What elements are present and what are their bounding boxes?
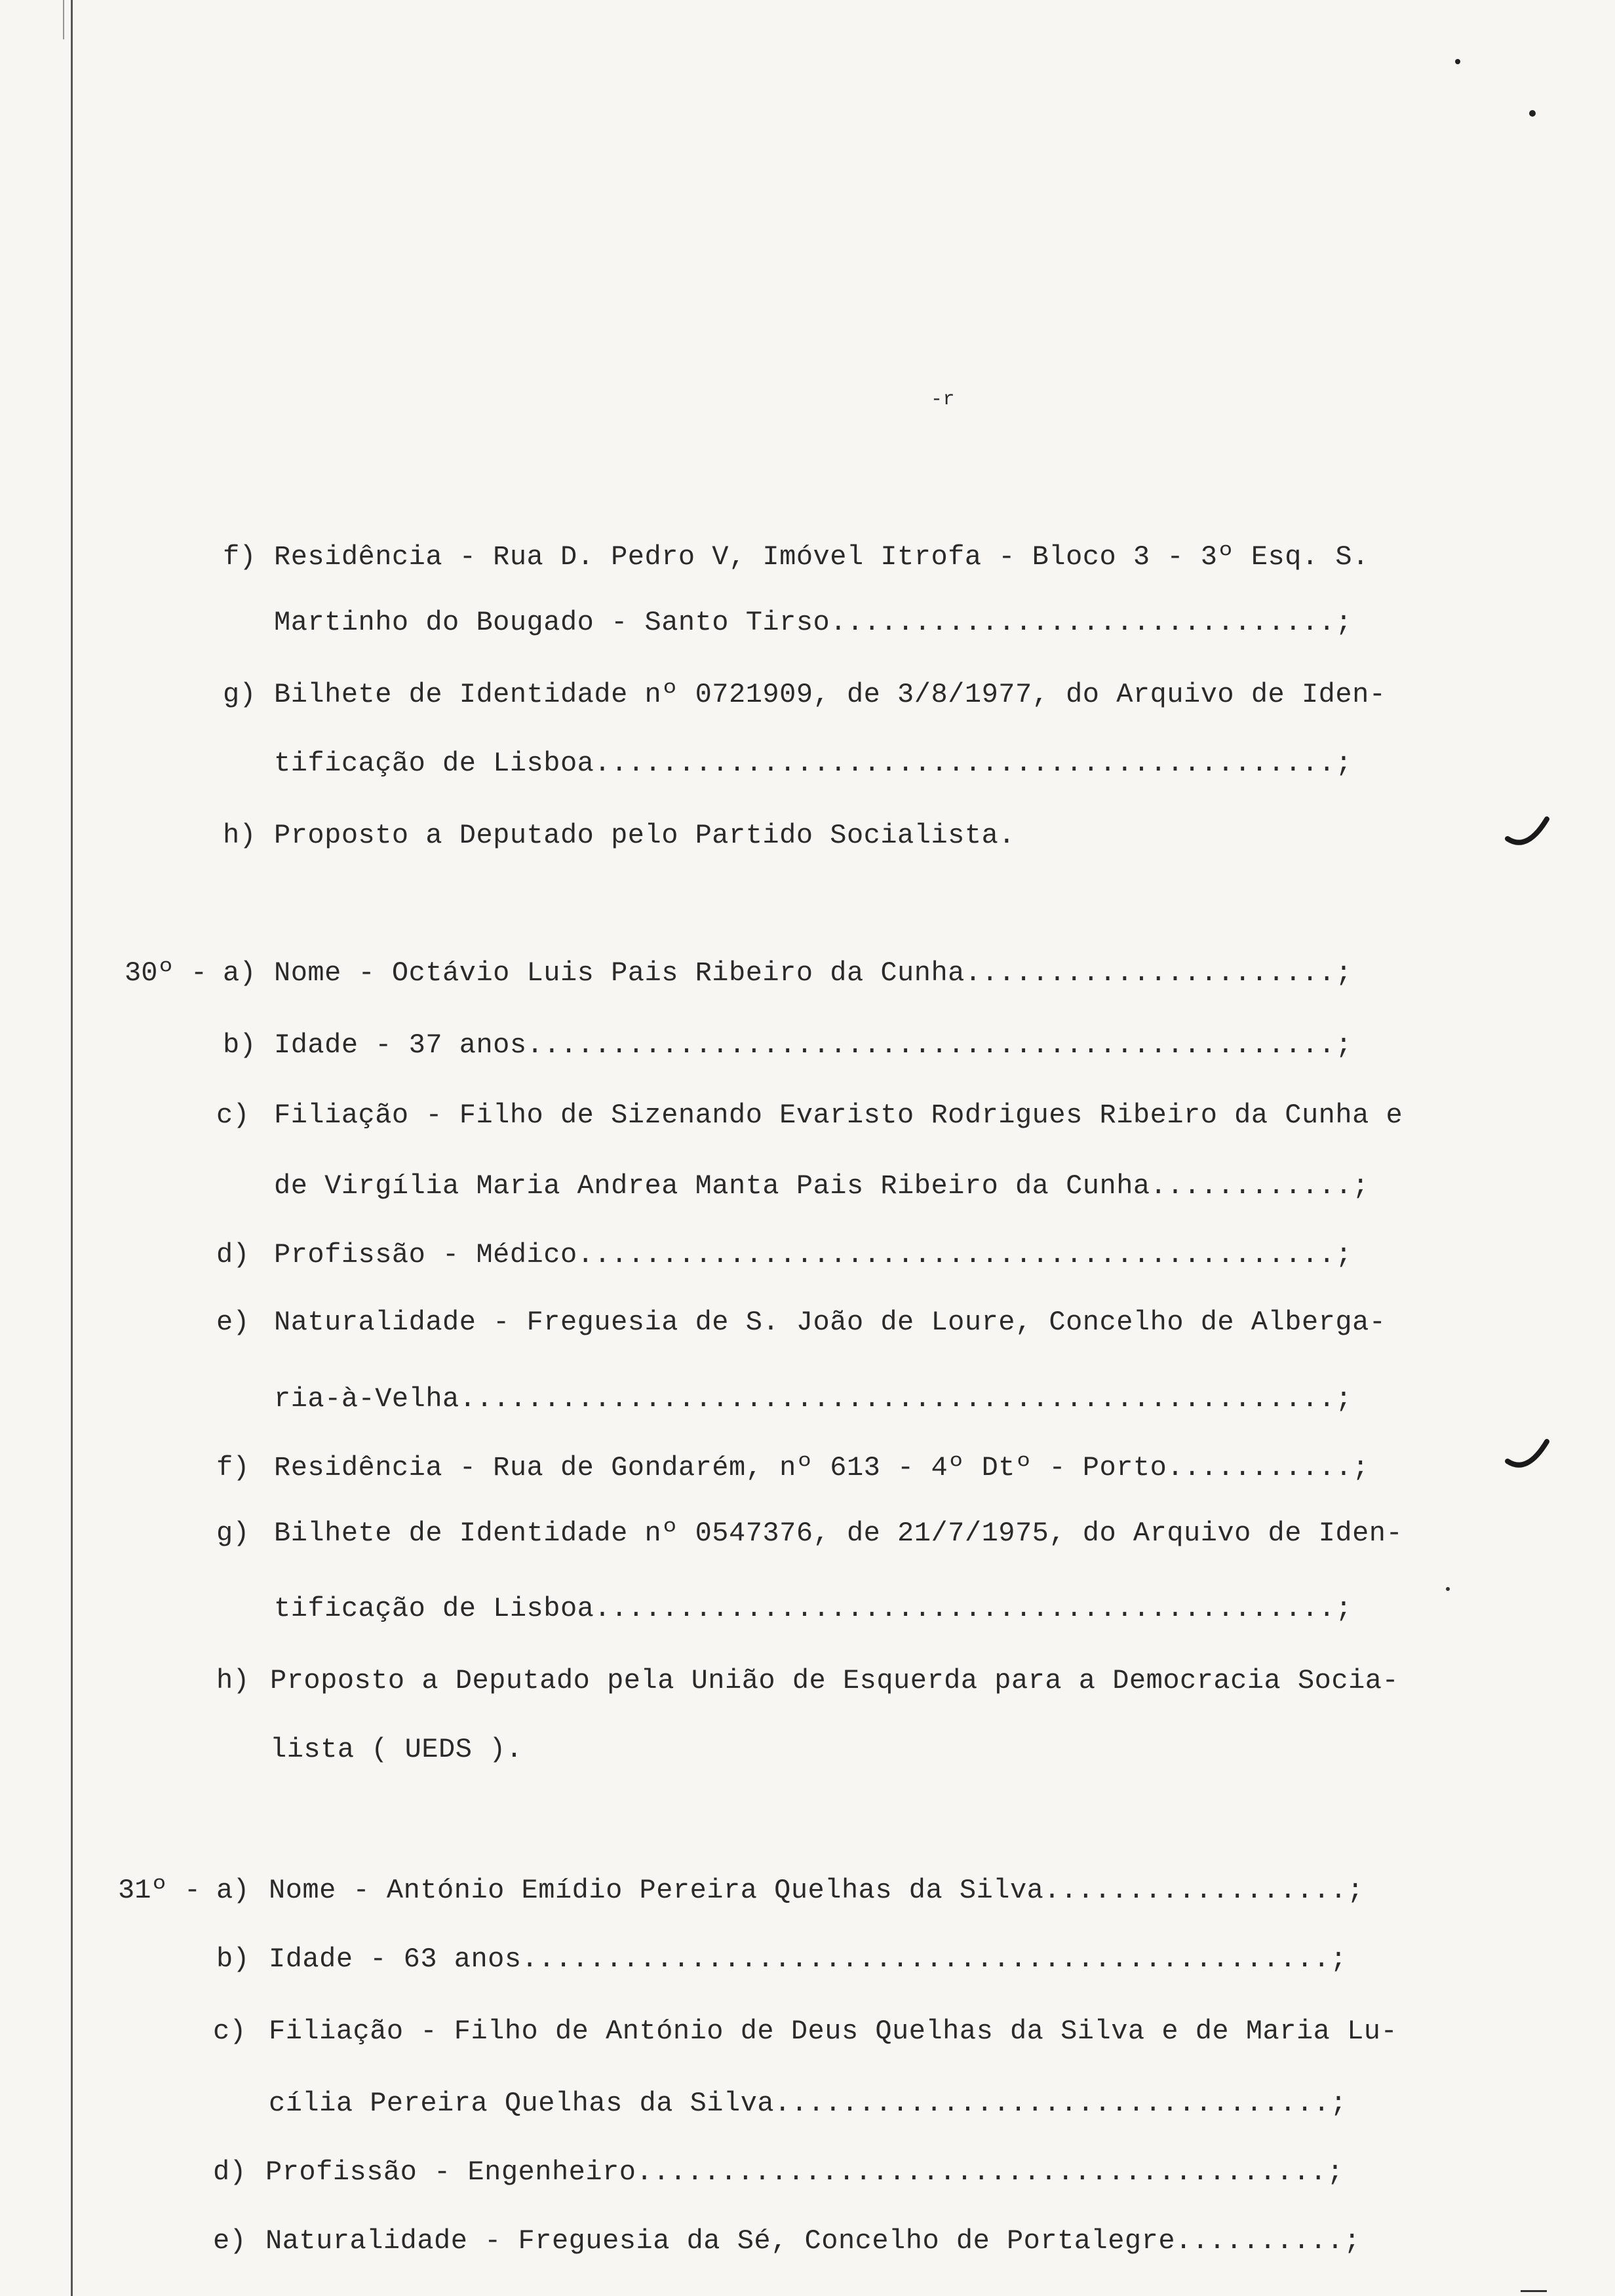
item-label: d) xyxy=(213,2156,246,2188)
item-line: ria-à-Velha....................................................; xyxy=(274,1383,1353,1415)
item-line: tificação de Lisboa............................................; xyxy=(274,1593,1353,1624)
item-line: Bilhete de Identidade nº 0547376, de 21/7/1975, do Arquivo de Iden- xyxy=(274,1518,1403,1549)
header-mark: -r xyxy=(931,389,956,411)
scan-dot xyxy=(1455,59,1460,64)
pen-mark-icon xyxy=(1501,813,1553,852)
item-line: Profissão - Engenheiro.........................................; xyxy=(265,2156,1344,2188)
entry-number: 30º - xyxy=(125,957,208,989)
item-label: e) xyxy=(216,1307,250,1338)
scan-dot xyxy=(1446,1587,1450,1591)
item-line: lista ( UEDS ). xyxy=(270,1734,523,1765)
item-label: a) xyxy=(223,957,256,989)
item-label: a) xyxy=(216,1875,250,1906)
item-line: Bilhete de Identidade nº 0721909, de 3/8/1977, do Arquivo de Iden- xyxy=(274,679,1386,710)
item-line: Proposto a Deputado pela União de Esquerda para a Democracia Socia- xyxy=(270,1665,1399,1696)
item-line: Nome - Octávio Luis Pais Ribeiro da Cunha......................; xyxy=(274,957,1353,989)
item-line: Idade - 37 anos................................................; xyxy=(274,1029,1353,1061)
item-line: Proposto a Deputado pelo Partido Socialista. xyxy=(274,820,1015,851)
scan-dot xyxy=(1529,110,1536,117)
item-line: Filiação - Filho de Sizenando Evaristo Rodrigues Ribeiro da Cunha e xyxy=(274,1100,1403,1131)
entry-number: 31º - xyxy=(118,1875,201,1906)
item-line: cília Pereira Quelhas da Silva.................................; xyxy=(269,2088,1348,2119)
item-label: f) xyxy=(216,1452,250,1483)
item-line: Martinho do Bougado - Santo Tirso..............................; xyxy=(274,607,1353,638)
item-line: Filiação - Filho de António de Deus Quelhas da Silva e de Maria Lu- xyxy=(269,2016,1398,2047)
item-label: c) xyxy=(213,2016,246,2047)
item-line: Idade - 63 anos................................................; xyxy=(269,1943,1348,1975)
scan-dash xyxy=(1521,2290,1547,2292)
item-line: tificação de Lisboa............................................; xyxy=(274,748,1353,779)
item-label: g) xyxy=(223,679,256,710)
item-line: Naturalidade - Freguesia da Sé, Concelho de Portalegre..........; xyxy=(265,2225,1361,2257)
item-line: Nome - António Emídio Pereira Quelhas da Silva..................; xyxy=(269,1875,1364,1906)
item-line: Naturalidade - Freguesia de S. João de Loure, Concelho de Alberga- xyxy=(274,1307,1386,1338)
item-label: b) xyxy=(223,1029,256,1061)
item-line: Profissão - Médico.............................................; xyxy=(274,1239,1353,1271)
item-label: f) xyxy=(223,541,256,573)
item-label: h) xyxy=(216,1665,250,1696)
item-label: g) xyxy=(216,1518,250,1549)
item-line: de Virgília Maria Andrea Manta Pais Ribeiro da Cunha............; xyxy=(274,1170,1369,1202)
item-label: e) xyxy=(213,2225,246,2257)
item-label: d) xyxy=(216,1239,250,1271)
item-label: b) xyxy=(216,1943,250,1975)
item-line: Residência - Rua D. Pedro V, Imóvel Itrofa - Bloco 3 - 3º Esq. S. xyxy=(274,541,1369,573)
item-line: Residência - Rua de Gondarém, nº 613 - 4º Dtº - Porto...........; xyxy=(274,1452,1369,1483)
pen-mark-icon xyxy=(1501,1435,1553,1474)
item-label: h) xyxy=(223,820,256,851)
item-label: c) xyxy=(216,1100,250,1131)
